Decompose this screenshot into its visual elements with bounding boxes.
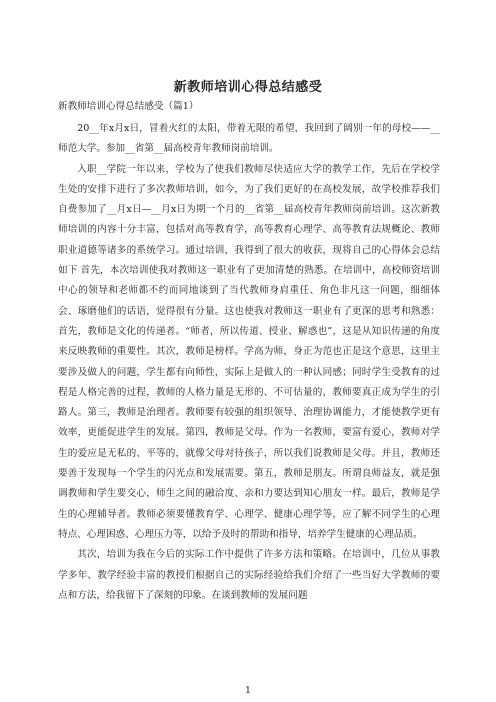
- page-title: 新教师培训心得总结感受: [173, 80, 323, 95]
- page-number: 1: [245, 686, 251, 696]
- body-text: [58, 119, 440, 606]
- section-subtitle: 新教师培训心得总结感受（篇1）: [58, 101, 199, 112]
- paragraph: 入职__学院一年以来，学校为了使我们教师尽快适应大学的教学工作，先后在学校学生处的安排下进行了多次教师培训，如今，为了我们更好的在高校发展，故学校推荐我们自费参加了__月x日—__月x日为期一个月的__省第__届高校青年教师岗前培训。这次新教师培训的内容十分丰富，包括对高等教育学，高等教育心理学、高等教育法规概论、教师职业道德等诸多的系统学习。通过培训，我得到了很大的收获，现将自己的心得体会总结如下 首先，本次培训使我对教师这一职业有了更加清楚的熟悉。在培训中，高校师资培训中心的领导和老师都不约而同地谈到了当代教师身肩重任、角色非凡这一问题，细细体会、琢磨他们的话语，觉得很有分量。这也使我对教师这一职业有了更深的思考和熟悉：首先，教师是文化的传递者。“师者，所以传道、授业、解惑也”，这是从知识传递的角度来反映教师的重要性。其次，教师是榜样。学高为师，身正为范也正是这个意思，这里主要涉及做人的问题，学生都有向师性，实际上是做人的一种认同感；同时学生受教育的过程是人格完善的过程，教师的人格力量是无形的、不可估量的，教师要真正成为学生的引路人。第三，教师是治理者。教师要有较强的组织领导、治理协调能力，才能使教学更有效率，更能促进学生的发展。第四，教师是父母。作为一名教师，要富有爱心，教师对学生的爱应是无私的、平等的，就像父母对待孩子，所以我们说教师是父母。并且，教师还要善于发现每一个学生的闪光点和发展需要。第五，教师是朋友。所谓良师益友，就是强调教师和学生要交心，师生之间的融洽度、亲和力要达到知心朋友一样。最后，教师是学生的心理辅导者。教师必须要懂教育学、心理学、健康心理学等，应了解不同学生的心理特点、心理困惑、心理压力等，以给予及时的帮助和指导，培养学生健康的心理品质。: [58, 163, 440, 540]
- paragraph: 其次，培训为我在今后的实际工作中提供了许多方法和策略。在培训中，几位从事教学多年、教学经验丰富的教授们根据自己的实际经验给我们介绍了一些当好大学教师的要点和方法，给我留下了深刻的印象。在谈到教师的发展问题: [58, 549, 440, 601]
- paragraph: 20__年x月x日，冒着火红的太阳，带着无限的希望，我回到了阔别一年的母校——__师范大学。参加__省第__届高校青年教师岗前培训。: [58, 123, 440, 155]
